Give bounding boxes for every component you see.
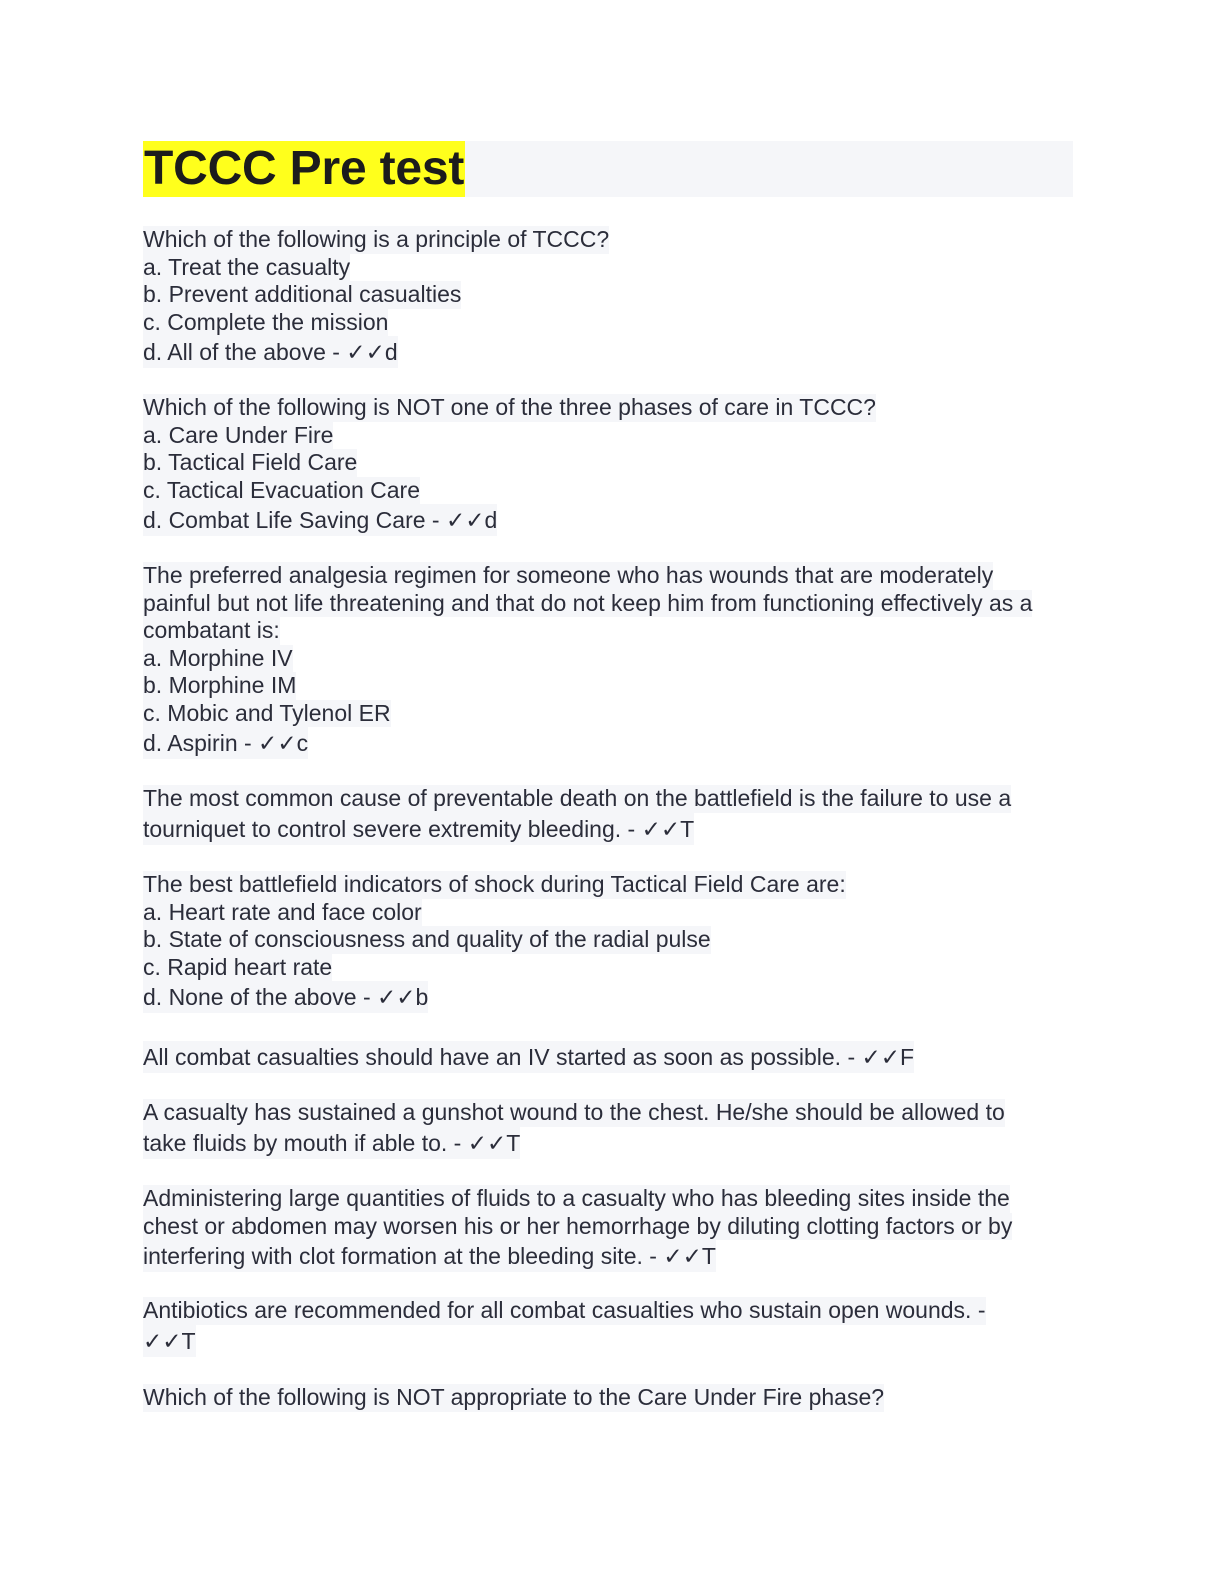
question-line: painful but not life threatening and that do not keep him from functioning effectively as a: [143, 589, 1033, 616]
question-line: c. Tactical Evacuation Care: [143, 476, 420, 503]
answer-line: d. Aspirin - ✓✓c: [143, 727, 308, 759]
answer-line: d. None of the above - ✓✓b: [143, 981, 428, 1013]
question-block: [143, 785, 1073, 845]
question-text: The most common cause of preventable death on the battlefield is the failure to use a: [143, 785, 1012, 811]
document-title: TCCC Pre test: [144, 142, 465, 195]
question-block: [143, 226, 1073, 368]
document-page: [143, 141, 1073, 197]
title-bar: [143, 141, 1073, 197]
question-line: a. Care Under Fire: [143, 421, 334, 448]
question-text: The preferred analgesia regimen for someone who has wounds that are moderately: [143, 562, 994, 588]
question-block: [143, 1185, 1073, 1272]
question-text: A casualty has sustained a gunshot wound to the chest. He/she should be allowed to: [143, 1099, 1005, 1125]
answer-line: take fluids by mouth if able to. - ✓✓T: [143, 1127, 520, 1159]
question-text: The best battlefield indicators of shock during Tactical Field Care are:: [143, 871, 846, 897]
question-line: combatant is:: [143, 617, 280, 643]
question-line: c. Complete the mission: [143, 308, 389, 335]
answer-line: d. All of the above - ✓✓d: [143, 336, 398, 368]
question-line: b. Morphine IM: [143, 672, 297, 698]
answer-line: d. Combat Life Saving Care - ✓✓d: [143, 504, 497, 536]
question-text: Antibiotics are recommended for all combat casualties who sustain open wounds. -: [143, 1297, 986, 1323]
question-block: [143, 1297, 1073, 1357]
answer-line: interfering with clot formation at the bleeding site. - ✓✓T: [143, 1240, 716, 1272]
question-text: Which of the following is NOT appropriate to the Care Under Fire phase?: [143, 1384, 885, 1410]
question-line: chest or abdomen may worsen his or her hemorrhage by diluting clotting factors or by: [143, 1212, 1013, 1239]
question-line: b. Tactical Field Care: [143, 449, 358, 475]
question-block: [143, 1099, 1073, 1159]
question-line: a. Treat the casualty: [143, 253, 351, 280]
question-text: Which of the following is a principle of TCCC?: [143, 226, 610, 252]
question-line: b. Prevent additional casualties: [143, 281, 462, 307]
question-block: [143, 562, 1073, 759]
question-block: [143, 871, 1073, 1013]
question-block: [143, 394, 1073, 536]
answer-line: tourniquet to control severe extremity bleeding. - ✓✓T: [143, 813, 694, 845]
question-text: Administering large quantities of fluids to a casualty who has bleeding sites inside the: [143, 1185, 1010, 1211]
question-line: c. Mobic and Tylenol ER: [143, 699, 391, 726]
question-line: a. Morphine IV: [143, 644, 293, 671]
question-line: b. State of consciousness and quality of the radial pulse: [143, 926, 711, 952]
question-text: Which of the following is NOT one of the three phases of care in TCCC?: [143, 394, 876, 420]
answer-line: All combat casualties should have an IV started as soon as possible. - ✓✓F: [143, 1041, 914, 1073]
question-line: a. Heart rate and face color: [143, 898, 422, 925]
question-block: [143, 1041, 1073, 1073]
question-line: c. Rapid heart rate: [143, 953, 333, 980]
question-block: [143, 1384, 1073, 1412]
answer-line: ✓✓T: [143, 1325, 196, 1357]
